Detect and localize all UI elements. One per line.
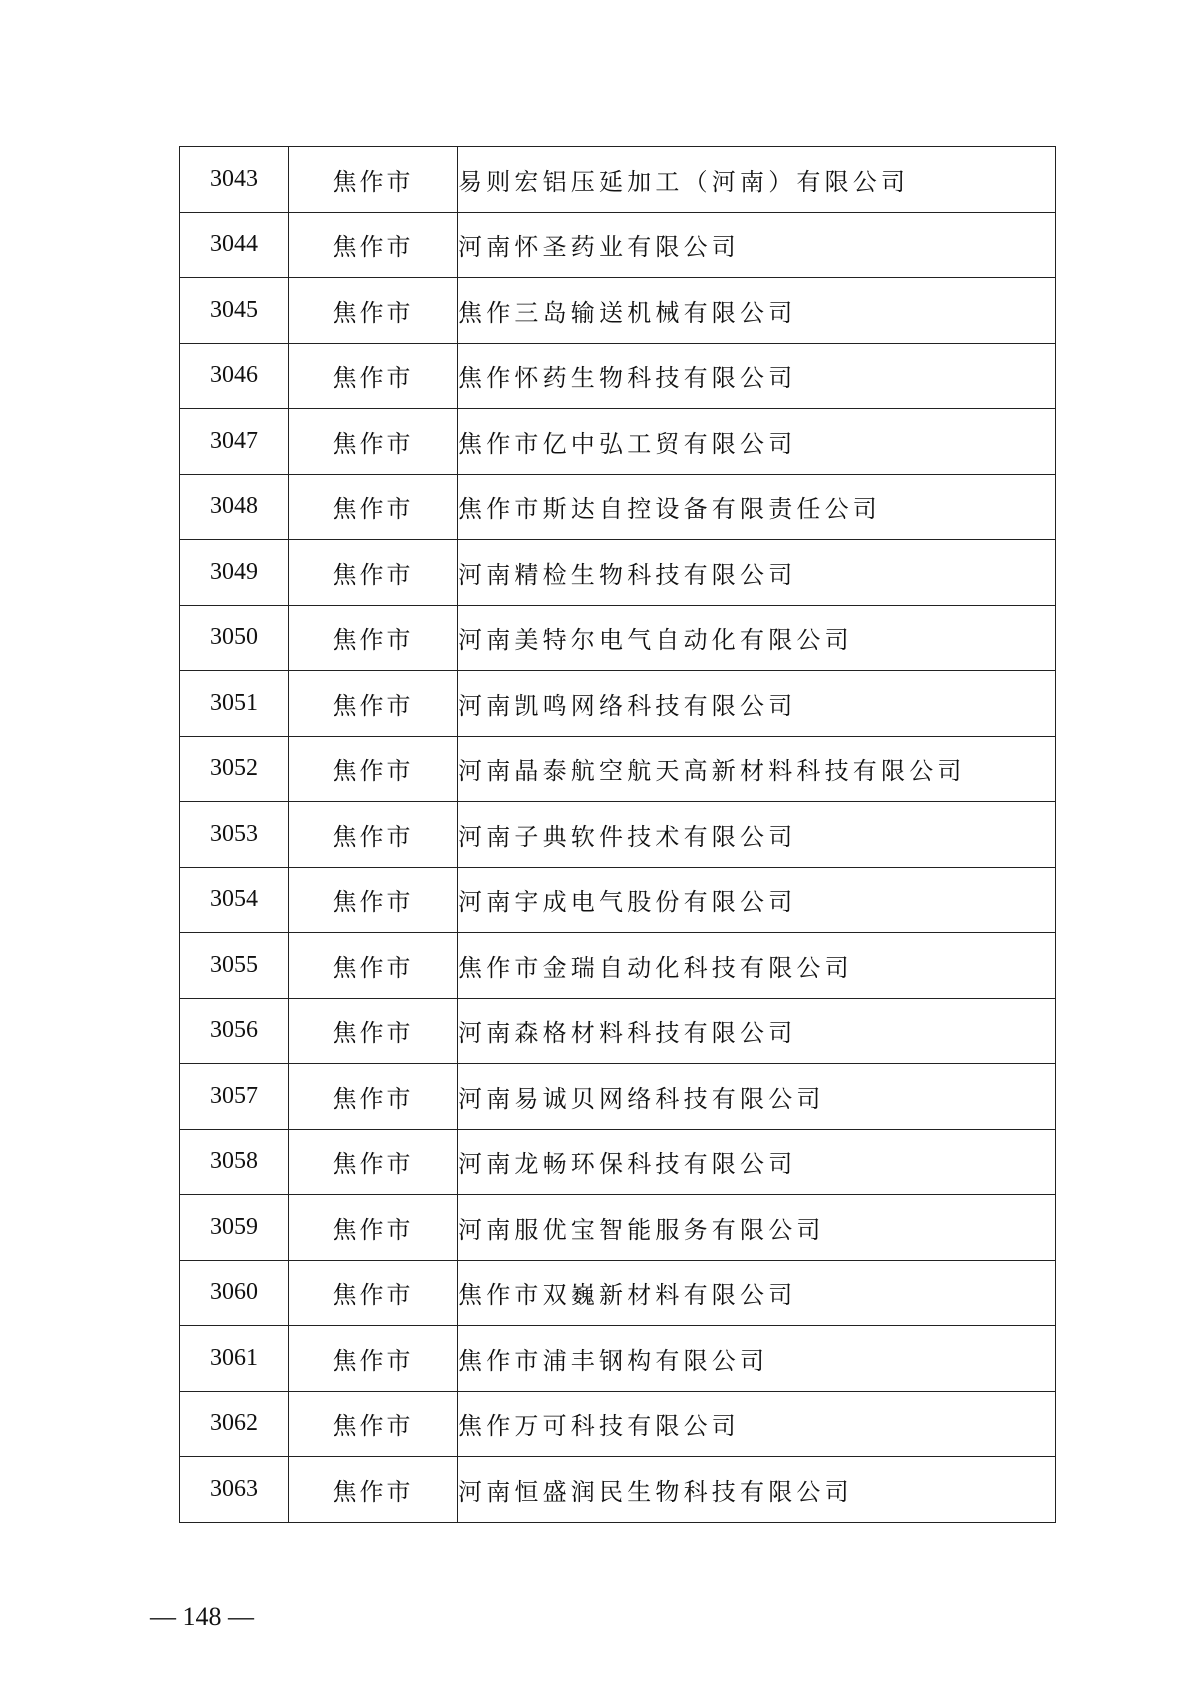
page-number: — 148 — (150, 1602, 254, 1631)
row-number-cell: 3053 (180, 802, 289, 868)
row-number-cell: 3058 (180, 1129, 289, 1195)
company-name-cell: 焦作市金瑞自动化科技有限公司 (458, 933, 1056, 999)
city-cell: 焦作市 (289, 998, 458, 1064)
city-cell: 焦作市 (289, 212, 458, 278)
row-number-cell: 3054 (180, 867, 289, 933)
table-row (180, 409, 1056, 475)
row-number-cell: 3050 (180, 605, 289, 671)
city-cell: 焦作市 (289, 278, 458, 344)
city-cell: 焦作市 (289, 1457, 458, 1523)
table-row (180, 278, 1056, 344)
row-number-cell: 3045 (180, 278, 289, 344)
table-row (180, 1129, 1056, 1195)
company-name-cell: 焦作怀药生物科技有限公司 (458, 343, 1056, 409)
row-number-cell: 3048 (180, 474, 289, 540)
table-row (180, 540, 1056, 606)
table-row (180, 474, 1056, 540)
city-cell: 焦作市 (289, 147, 458, 213)
company-name-cell: 焦作市双巍新材料有限公司 (458, 1260, 1056, 1326)
row-number-cell: 3047 (180, 409, 289, 475)
row-number-cell: 3046 (180, 343, 289, 409)
company-name-cell: 河南子典软件技术有限公司 (458, 802, 1056, 868)
company-name-cell: 河南服优宝智能服务有限公司 (458, 1195, 1056, 1261)
company-name-cell: 易则宏铝压延加工（河南）有限公司 (458, 147, 1056, 213)
row-number-cell: 3051 (180, 671, 289, 737)
company-name-cell: 河南凯鸣网络科技有限公司 (458, 671, 1056, 737)
city-cell: 焦作市 (289, 736, 458, 802)
city-cell: 焦作市 (289, 802, 458, 868)
table-row (180, 1195, 1056, 1261)
table-row (180, 147, 1056, 213)
row-number-cell: 3057 (180, 1064, 289, 1130)
row-number-cell: 3062 (180, 1391, 289, 1457)
company-name-cell: 河南易诚贝网络科技有限公司 (458, 1064, 1056, 1130)
table-row (180, 1457, 1056, 1523)
row-number-cell: 3060 (180, 1260, 289, 1326)
table-row (180, 1260, 1056, 1326)
company-name-cell: 焦作三岛输送机械有限公司 (458, 278, 1056, 344)
city-cell: 焦作市 (289, 671, 458, 737)
table-row (180, 933, 1056, 999)
company-name-cell: 河南美特尔电气自动化有限公司 (458, 605, 1056, 671)
table-row (180, 671, 1056, 737)
city-cell: 焦作市 (289, 1260, 458, 1326)
company-name-cell: 河南森格材料科技有限公司 (458, 998, 1056, 1064)
company-list-body (180, 147, 1056, 1523)
table-row (180, 802, 1056, 868)
row-number-cell: 3043 (180, 147, 289, 213)
company-name-cell: 焦作市浦丰钢构有限公司 (458, 1326, 1056, 1392)
company-name-cell: 河南恒盛润民生物科技有限公司 (458, 1457, 1056, 1523)
company-name-cell: 焦作市斯达自控设备有限责任公司 (458, 474, 1056, 540)
company-name-cell: 焦作万可科技有限公司 (458, 1391, 1056, 1457)
city-cell: 焦作市 (289, 1064, 458, 1130)
table-row (180, 343, 1056, 409)
table-row (180, 1064, 1056, 1130)
row-number-cell: 3056 (180, 998, 289, 1064)
city-cell: 焦作市 (289, 605, 458, 671)
city-cell: 焦作市 (289, 1195, 458, 1261)
city-cell: 焦作市 (289, 867, 458, 933)
company-name-cell: 河南龙畅环保科技有限公司 (458, 1129, 1056, 1195)
table-row (180, 1326, 1056, 1392)
table-row (180, 212, 1056, 278)
city-cell: 焦作市 (289, 1326, 458, 1392)
city-cell: 焦作市 (289, 540, 458, 606)
table-row (180, 736, 1056, 802)
row-number-cell: 3049 (180, 540, 289, 606)
row-number-cell: 3044 (180, 212, 289, 278)
row-number-cell: 3052 (180, 736, 289, 802)
city-cell: 焦作市 (289, 933, 458, 999)
company-name-cell: 河南精检生物科技有限公司 (458, 540, 1056, 606)
company-list-table (179, 146, 1056, 1523)
row-number-cell: 3059 (180, 1195, 289, 1261)
city-cell: 焦作市 (289, 1391, 458, 1457)
table-row (180, 867, 1056, 933)
city-cell: 焦作市 (289, 343, 458, 409)
city-cell: 焦作市 (289, 474, 458, 540)
row-number-cell: 3055 (180, 933, 289, 999)
company-name-cell: 河南晶泰航空航天高新材料科技有限公司 (458, 736, 1056, 802)
table-row (180, 1391, 1056, 1457)
company-name-cell: 河南宇成电气股份有限公司 (458, 867, 1056, 933)
company-name-cell: 河南怀圣药业有限公司 (458, 212, 1056, 278)
table-row (180, 998, 1056, 1064)
city-cell: 焦作市 (289, 1129, 458, 1195)
city-cell: 焦作市 (289, 409, 458, 475)
table-row (180, 605, 1056, 671)
row-number-cell: 3061 (180, 1326, 289, 1392)
company-name-cell: 焦作市亿中弘工贸有限公司 (458, 409, 1056, 475)
row-number-cell: 3063 (180, 1457, 289, 1523)
